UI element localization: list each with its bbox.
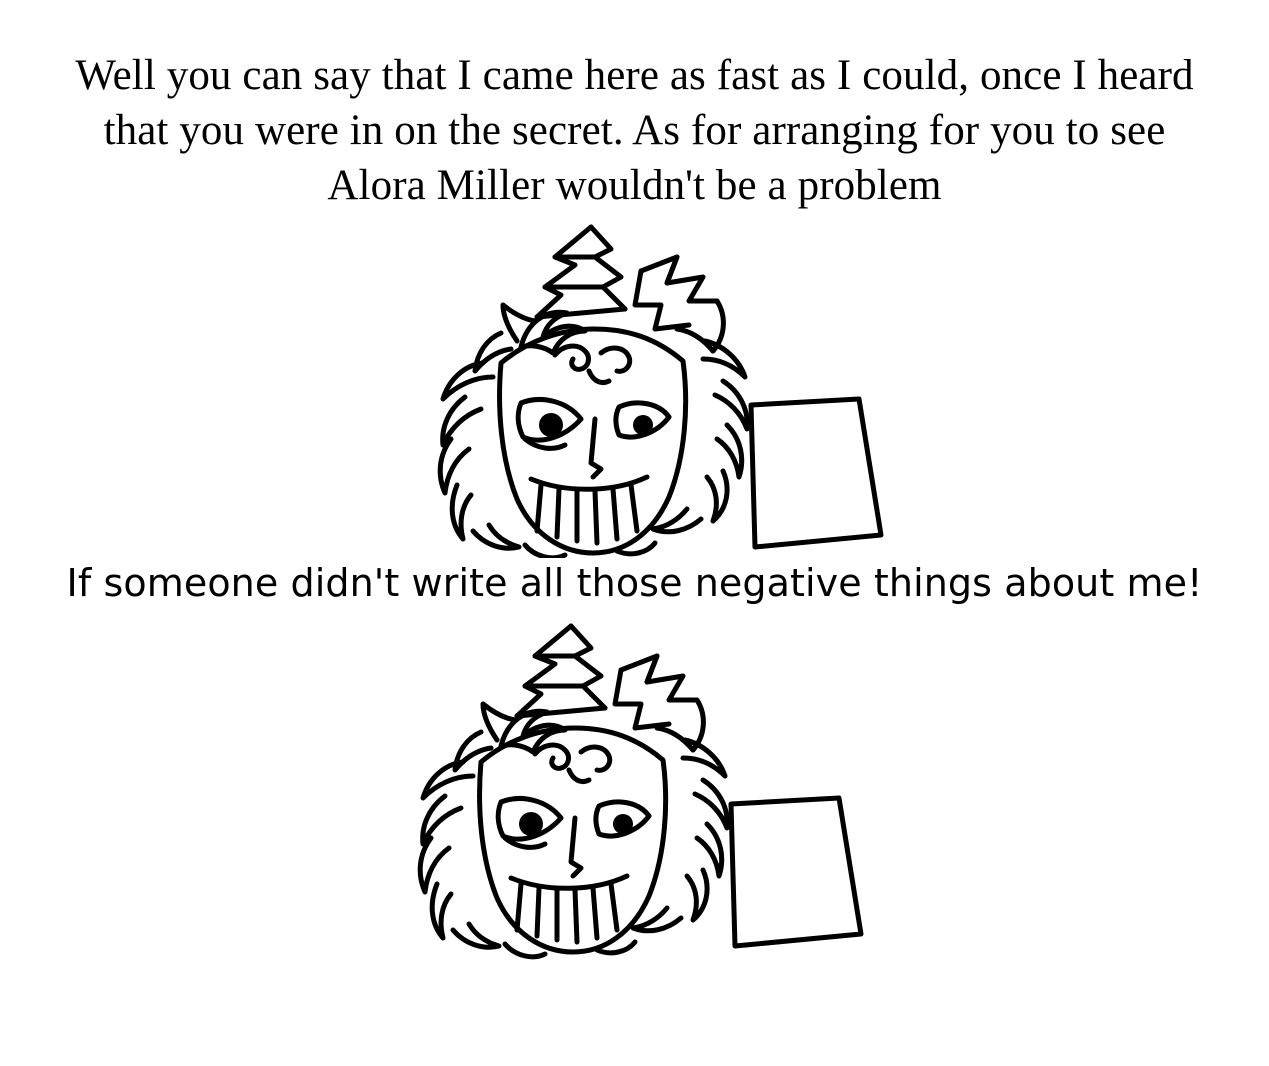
panel-2-artwork: [0, 607, 1269, 967]
masked-character-drawing: [385, 607, 905, 962]
panel-2-caption: If someone didn't write all those negative things about me!: [66, 561, 1203, 606]
comic-panel-2: [0, 561, 1269, 967]
masked-character-drawing: [405, 213, 925, 558]
panel-1-caption: Well you can say that I came here as fast as I could, once I heard that you were in on the secret. As for arranging for you to see Alora Miller wouldn't be a problem: [75, 52, 1194, 210]
panel-1-artwork: [0, 213, 1269, 561]
